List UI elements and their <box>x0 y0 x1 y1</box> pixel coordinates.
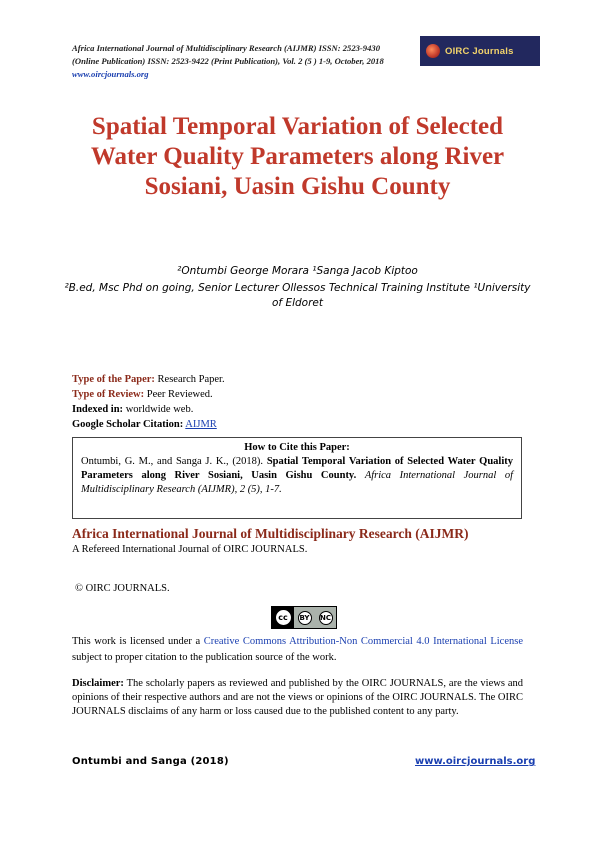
citation-journal: Africa International Journal of Multidisciplinary Research (AIJMR), 2 (5), 1-7. <box>81 470 514 495</box>
license-suffix: subject to proper citation to the publication source of the work. <box>72 652 337 663</box>
citation-title: Spatial Temporal Variation of Selected Water Quality Parameters along River Sosiani, Uasin Gishu County. <box>81 456 514 481</box>
type-of-paper-row <box>72 372 532 387</box>
type-of-review-row <box>72 387 532 402</box>
google-scholar-row <box>72 417 532 432</box>
disclaimer-text: The scholarly papers as reviewed and published by the OIRC JOURNALS, are the views and opinions of their respective authors and are not the views or opinions of the OIRC JOURNALS. The OIRC JOURNALS disclaims of any harm or loss caused due to the published content to any party. <box>72 678 523 717</box>
journal-header-text: Africa International Journal of Multidisciplinary Research (AIJMR) ISSN: 2523-9430 (Online Publication) ISSN: 2523-9422 (Print Publication), Vol. 2 (5 ) 1-9, October, 2018 <box>72 43 384 66</box>
indexed-in-row <box>72 402 532 417</box>
footer-author-citation: Ontumbi and Sanga (2018) <box>72 756 229 767</box>
paper-affiliation: ²B.ed, Msc Phd on going, Senior Lecturer Ollessos Technical Training Institute ¹University of Eldoret <box>64 282 531 309</box>
logo-text: OIRC Journals <box>445 45 514 57</box>
indexed-in-label: Indexed in: <box>72 404 124 415</box>
journal-header <box>72 42 397 81</box>
paper-title: Spatial Temporal Variation of Selected Water Quality Parameters along River Sosiani, Uasin Gishu County <box>90 113 505 200</box>
type-of-paper-label: Type of the Paper: <box>72 374 155 385</box>
citation-body <box>81 455 513 497</box>
cc-badge-right <box>294 607 336 628</box>
paper-metadata <box>72 372 532 432</box>
citation-box <box>72 437 522 519</box>
citation-authors: Ontumbi, G. M., and Sanga J. K., (2018). <box>81 456 264 467</box>
type-of-paper-value: Research Paper. <box>157 374 225 385</box>
journal-subtitle: A Refereed International Journal of OIRC JOURNALS. <box>72 544 308 555</box>
disclaimer <box>72 677 523 719</box>
type-of-review-value: Peer Reviewed. <box>146 389 213 400</box>
paper-authors: ²Ontumbi George Morara ¹Sanga Jacob Kiptoo <box>177 265 418 277</box>
license-text <box>72 634 523 666</box>
cc-icon: cc <box>276 610 291 625</box>
disclaimer-label: Disclaimer: <box>72 678 124 689</box>
footer-url-link[interactable]: www.oircjournals.org <box>415 756 536 767</box>
attribution-icon: BY <box>298 611 312 625</box>
journal-url-link[interactable]: www.oircjournals.org <box>72 69 149 79</box>
indexed-in-value: worldwide web. <box>125 404 194 415</box>
copyright-notice: © OIRC JOURNALS. <box>75 583 170 594</box>
type-of-review-label: Type of Review: <box>72 389 145 400</box>
globe-icon <box>426 44 440 58</box>
license-prefix: This work is licensed under a <box>72 636 204 647</box>
cc-license-badge[interactable] <box>271 606 337 629</box>
oirc-logo <box>420 36 540 66</box>
license-link[interactable]: Creative Commons Attribution-Non Commercial 4.0 International License <box>203 636 523 647</box>
google-scholar-label: Google Scholar Citation: <box>72 419 184 430</box>
cc-badge-left <box>272 607 294 628</box>
google-scholar-link[interactable]: AIJMR <box>185 419 217 430</box>
noncommercial-icon: NC <box>319 611 333 625</box>
journal-name: Africa International Journal of Multidisciplinary Research (AIJMR) <box>72 526 469 541</box>
citation-heading: How to Cite this Paper: <box>244 442 350 453</box>
